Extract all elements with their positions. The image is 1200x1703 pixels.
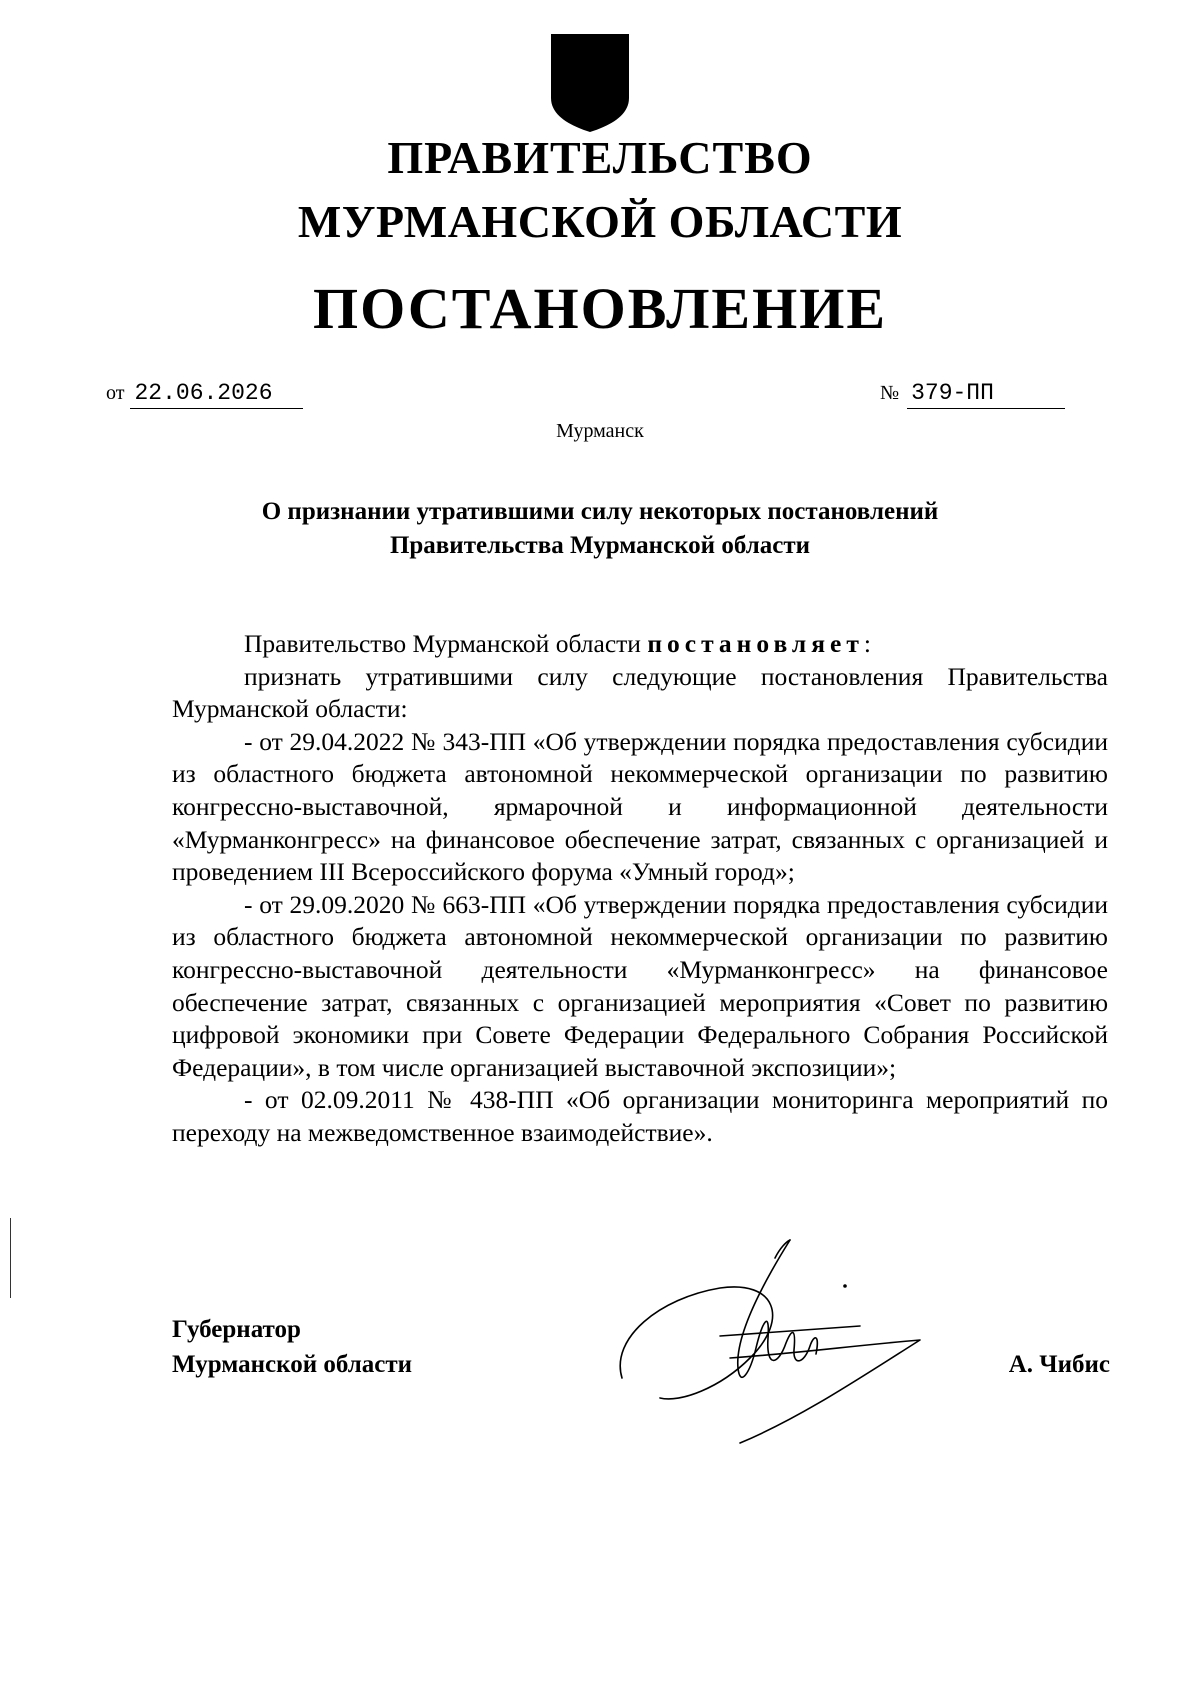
document-type: ПОСТАНОВЛЕНИЕ xyxy=(312,276,888,341)
list-item: - от 29.04.2022 № 343-ПП «Об утверждении порядка предоставления субсидии из областного бюджета автономной некоммерческой организации по развитию конгрессно-выставочной, ярмарочной и информационной деятельности «Мурманконгресс» на финансовое обеспечение затрат, связанных с организацией и проведением III Всероссийского форума «Умный город»; xyxy=(172,726,1108,887)
position-line1: Губернатор xyxy=(172,1316,301,1343)
signatory-position xyxy=(172,1312,412,1382)
position-line2: Мурманской области xyxy=(172,1351,413,1378)
coat-of-arms-emblem xyxy=(549,34,631,132)
intro-colon: : xyxy=(863,629,871,658)
date-prefix: от xyxy=(106,382,125,404)
decree-word: постановляет xyxy=(647,629,864,658)
intro-paragraph xyxy=(172,628,1108,661)
intro-text: Правительство Мурманской области xyxy=(244,629,641,658)
date-value: 22.06.2026 xyxy=(130,378,303,409)
title-line2: Правительства Мурманской области xyxy=(389,532,811,559)
number-value: 379-ПП xyxy=(907,378,1065,409)
org-name-line2: МУРМАНСКОЙ ОБЛАСТИ xyxy=(297,196,903,247)
list-item: - от 29.09.2020 № 663-ПП «Об утверждении порядка предоставления субсидии из областного бюджета автономной некоммерческой организации по развитию конгрессно-выставочной деятельности «Мурманконгресс» на финансовое обеспечение затрат, связанных с организацией мероприятия «Совет по развитию цифровой экономики при Совете Федерации Федерального Собрания Российской Федерации», в том числе организацией выставочной экспозиции»; xyxy=(172,889,1108,1082)
lead-paragraph: признать утратившими силу следующие постановления Правительства Мурманской области: xyxy=(172,661,1108,724)
document-body xyxy=(172,628,1108,1150)
org-name-line1: ПРАВИТЕЛЬСТВО xyxy=(387,132,813,183)
date-row xyxy=(106,378,303,409)
number-prefix: № xyxy=(880,382,900,404)
number-row xyxy=(880,378,1065,409)
title-line1: О признании утратившими силу некоторых постановлений xyxy=(261,498,939,525)
signatory-name: А. Чибис xyxy=(1008,1351,1110,1378)
city: Мурманск xyxy=(556,420,644,442)
scan-margin-line xyxy=(10,1218,11,1298)
document-title xyxy=(0,495,1200,563)
handwritten-signature xyxy=(600,1228,960,1458)
list-item: - от 02.09.2011 № 438-ПП «Об организации мониторинга мероприятий по переходу на межведомственное взаимодействие». xyxy=(172,1085,1108,1147)
